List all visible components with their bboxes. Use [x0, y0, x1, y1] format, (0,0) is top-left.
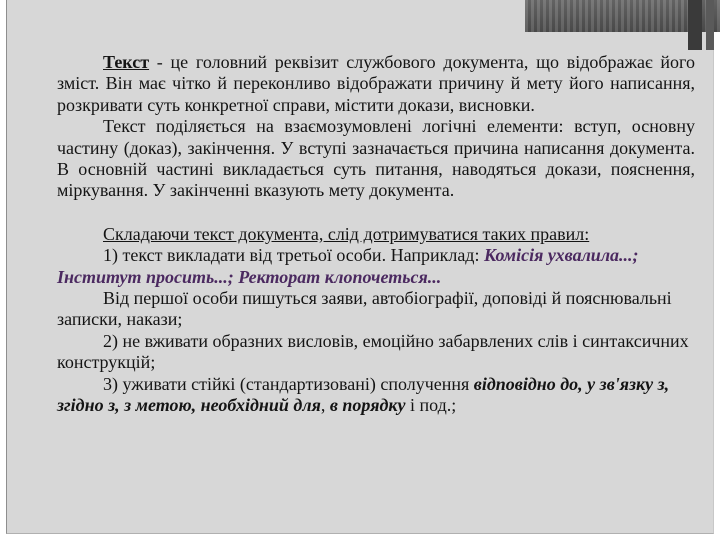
- definition-text: - це головний реквізит службового документа, що відображає його зміст. Він має чітко й переконливо відображати причину й мету його написання, розкривати суть конкретної справи, містити докази, висновки.: [57, 52, 695, 115]
- decorative-accent-strip: [688, 0, 702, 50]
- rule-1: [57, 245, 695, 288]
- rules-heading-text: Складаючи текст документа, слід дотримуватися таких правил:: [103, 223, 590, 244]
- rule-3-phrases-b: в порядку: [329, 395, 406, 416]
- rule-3-separator: ,: [320, 395, 330, 416]
- slide-text: [57, 52, 695, 417]
- spacer: [57, 202, 695, 224]
- rule-1-text: 1) текст викладати від третьої особи. Наприклад:: [103, 245, 484, 266]
- rule-1-example: Комісія ухвалила...; Інститут просить...; Ректорат клопочеться...: [57, 245, 639, 287]
- rule-3-tail: і под.;: [405, 395, 457, 416]
- rule-3-text: 3) уживати стійкі (стандартизовані) сполучення: [103, 373, 474, 394]
- decorative-accent-strip-secondary: [706, 0, 714, 50]
- paragraph-text-definition: [57, 52, 695, 116]
- rule-1-note: Від першої особи пишуться заяви, автобіографії, доповіді й пояснювальні записки, накази;: [57, 288, 672, 330]
- term-text: Текст: [103, 52, 150, 72]
- rule-3-phrases-a: відповідно до, у зв'язку з, згідно з, з метою, необхідний для: [57, 373, 670, 416]
- rule-2: 2) не вживати образних висловів, емоційно забарвлених слів і синтаксичних конструкцій;: [57, 330, 689, 373]
- paragraph-text-structure: Текст поділяється на взаємозумовлені логічні елементи: вступ, основну частину (доказ), закінчення. У вступі зазначається причина написання документа. В основній частині викладається суть питання, наводяться докази, пояснення, міркування. У закінченні вказують мету документа.: [57, 116, 695, 201]
- rules-heading: [57, 224, 695, 245]
- rule-3: [57, 374, 695, 417]
